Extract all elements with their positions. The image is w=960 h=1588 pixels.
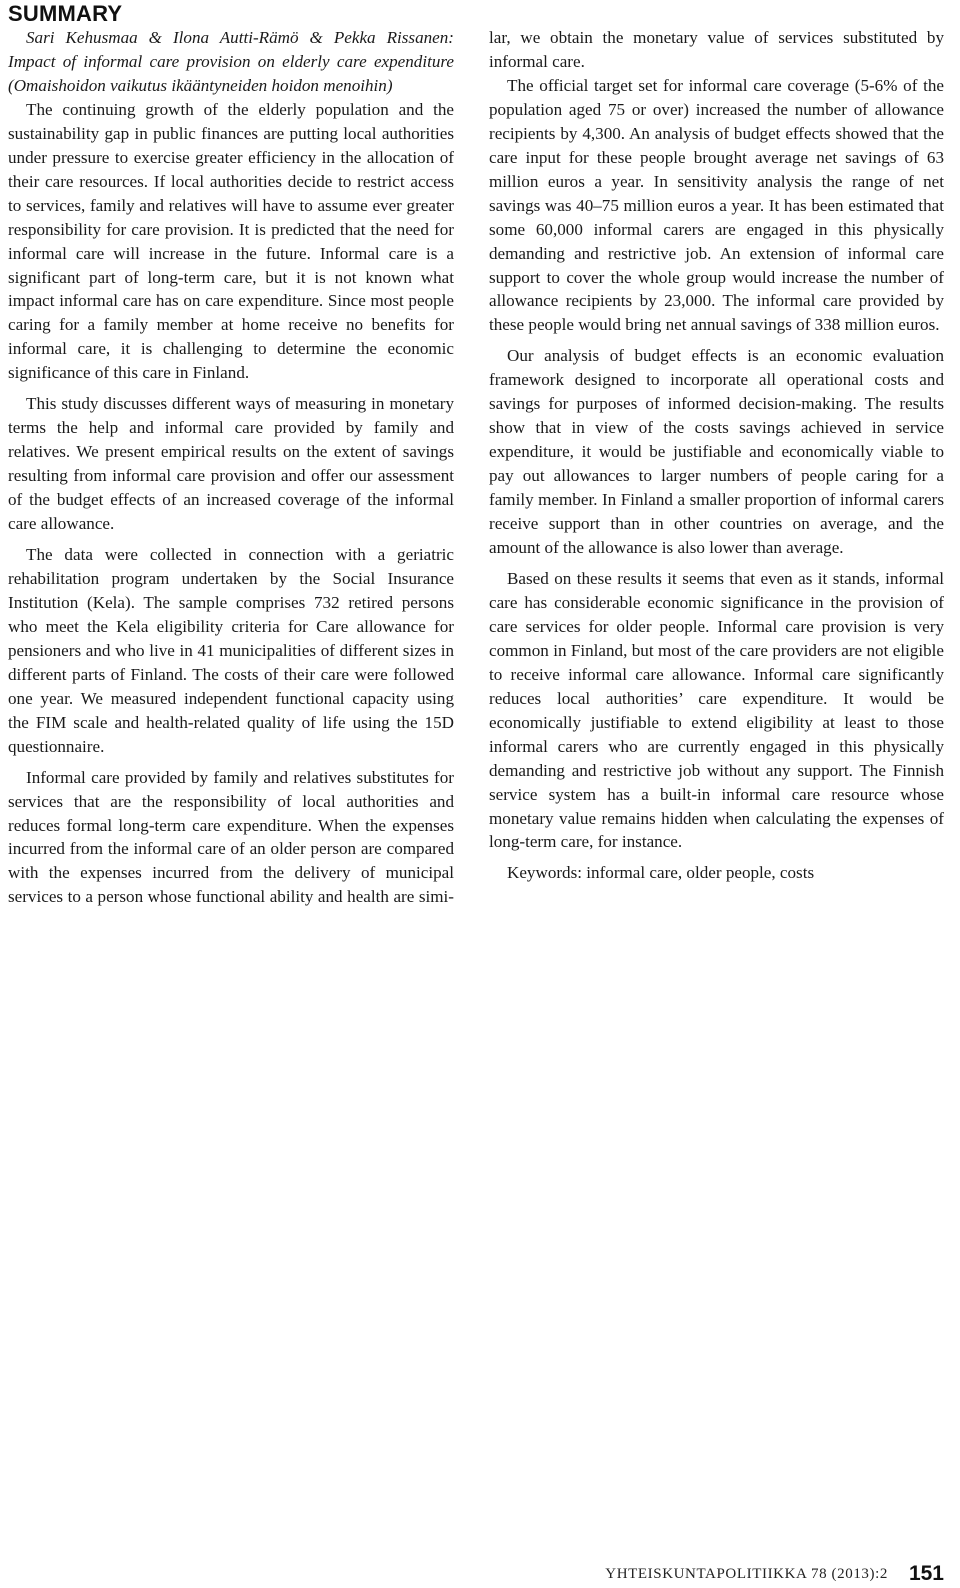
- article-title: Sari Kehusmaa & Ilona Autti-Rämö & Pekka Rissanen: Impact of informal care provision on elderly care expenditure (Omaishoidon vaikutus ikääntyneiden hoidon menoihin): [8, 28, 454, 95]
- page-number: 151: [908, 1562, 944, 1585]
- paragraph-data: The data were collected in connection with a geriatric rehabilitation program undertaken by the Social Insurance Institution (Kela). The sample comprises 732 retired persons who meet the Kela eligibility criteria for Care allowance for pensioners and who live in 41 municipalities of different sizes in different parts of Finland. The costs of their care were followed one year. We measured independent functional capacity using the FIM scale and health-related quality of life using the 15D questionnaire.: [8, 545, 454, 756]
- paragraph-conclusion: Based on these results it seems that even as it stands, informal care has considerable economic significance in the provision of care services for older people. Informal care provision is very common in Finland, but most of the care providers are not eligible to receive informal care allowance. Informal care significantly reduces local authorities’ care expenditure. It would be economically justifiable to extend eligibility at least to those informal carers who are currently engaged in this physically demanding and restrictive job without any support. The Finnish service system has a built-in informal care resource whose monetary value remains hidden when calculating the expenses of long-term care, for instance.: [489, 568, 944, 852]
- paragraph-study: This study discusses different ways of measuring in monetary terms the help and informal care provided by family and relatives. We present empirical results on the extent of savings resulting from informal care provision and offer our assessment of the budget effects of an increased coverage of the informal care allowance.: [8, 394, 454, 534]
- keywords: Keywords: informal care, older people, costs: [507, 863, 815, 883]
- paragraph-intro: The continuing growth of the elderly population and the sustainability gap in public finances are putting local authorities under pressure to exercise greater efficiency in the allocation of their care resources. If local authorities decide to restrict access to services, family and relatives will have to assume ever greater responsibility for care provision. It is predicted that the need for informal care will increase in the future. Informal care is a significant part of long-term care, but it is not known what impact informal care has on care expenditure. Since most people caring for a family member at home receive no benefits for informal care, it is challenging to determine the economic significance of this care in Finland.: [8, 99, 454, 383]
- journal-name: YHTEISKUNTAPOLITIIKKA 78 (2013):2: [605, 1566, 888, 1582]
- page-footer: [0, 1564, 944, 1588]
- paragraph-budget-analysis: Our analysis of budget effects is an economic evaluation framework designed to incorporate all operational costs and savings for purposes of informed decision-making. The results show that in view of the costs savings achieved in service expenditure, it would be justifiable and economically viable to pay out allowances to larger numbers of people caring for a family member. In Finland a smaller proportion of informal carers receive support than in other countries on average, and the amount of the allowance is also lower than average.: [489, 346, 944, 558]
- left-column: [8, 26, 454, 909]
- paragraph-continued: lar, we obtain the monetary value of services substituted by informal care.: [489, 28, 944, 71]
- paragraph-target: The official target set for informal care coverage (5-6% of the population aged 75 or over) increased the number of allowance recipients by 4,300. An analysis of budget effects showed that the care input for these people brought average net savings of 63 million euros a year. In sensitivity analysis the range of net savings was 40–75 million euros a year. It has been estimated that some 60,000 informal carers are engaged in this physically demanding and restrictive job. An extension of informal care support to cover the whole group would increase the number of allowance recipients by 23,000. The informal care provided by these people would bring net annual savings of 338 million euros.: [489, 75, 944, 335]
- section-heading: SUMMARY: [8, 1, 123, 26]
- paragraph-informal-care: Informal care provided by family and relatives substitutes for services that are the responsibility of local authorities and reduces formal long-term care expenditure. When the expenses incurred from the informal care of an older person are compared with the expenses incurred from the delivery of municipal services to a person whose functional ability and health are simi-: [8, 767, 454, 907]
- right-column: [489, 26, 944, 885]
